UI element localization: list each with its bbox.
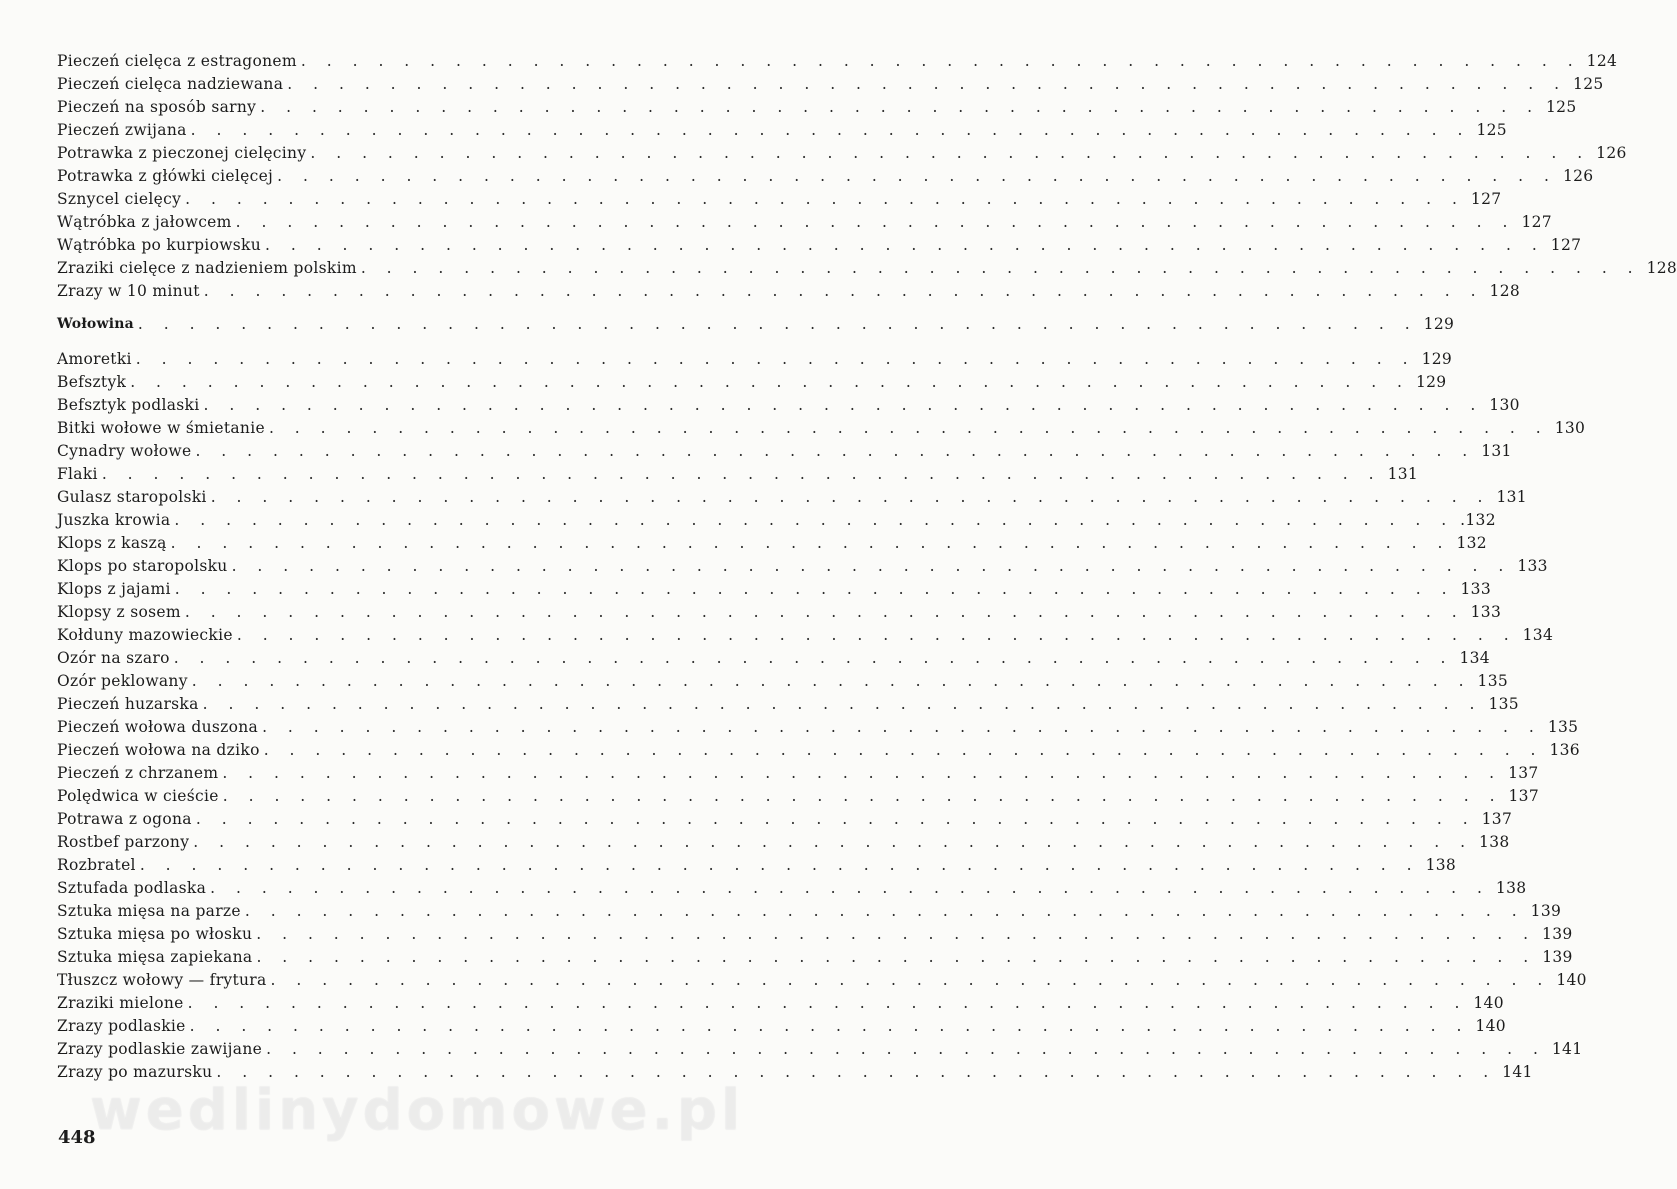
dot-leader: . . . . . . . . . . . . . . . . . . . . . . . . . . . . . . . . . . . . . . . . . . . . . . . . . . bbox=[222, 787, 1503, 805]
toc-entry bbox=[57, 785, 1540, 808]
toc-entry bbox=[57, 877, 1527, 900]
entry-list-top bbox=[57, 50, 1677, 303]
toc-entry bbox=[57, 532, 1487, 555]
dot-leader: . . . . . . . . . . . . . . . . . . . . . . . . . . . . . . . . . . . . . . . . . . . . . . . . . . bbox=[310, 144, 1591, 162]
entry-title: Rostbef parzony bbox=[57, 833, 190, 851]
dot-leader: . . . . . . . . . . . . . . . . . . . . . . . . . . . . . . . . . . . . . . . . . . . . . . . . . . bbox=[189, 1017, 1470, 1035]
entry-page: 138 bbox=[1495, 879, 1527, 897]
entry-title: Zrazy po mazursku bbox=[57, 1063, 213, 1081]
dot-leader: . . . . . . . . . . . . . . . . . . . . . . . . . . . . . . . . . . . . . . . . . . . . . . . . . . bbox=[174, 511, 1455, 529]
entry-title: Flaki bbox=[57, 465, 98, 483]
entry-title: Juszka krowia bbox=[57, 511, 171, 529]
toc-entry bbox=[57, 73, 1604, 96]
toc-entry bbox=[57, 142, 1627, 165]
entry-title: Amoretki bbox=[57, 350, 132, 368]
dot-leader: . . . . . . . . . . . . . . . . . . . . . . . . . . . . . . . . . . . . . . . . . . . . . . . . . . bbox=[268, 419, 1549, 437]
section-page: 129 bbox=[1423, 315, 1455, 333]
entry-page: 131 bbox=[1481, 442, 1512, 460]
dot-leader: . . . . . . . . . . . . . . . . . . . . . . . . . . . . . . . . . . . . . . . . . . . . . . . . . . bbox=[235, 213, 1516, 231]
toc-entry bbox=[57, 647, 1490, 670]
entry-page: 139 bbox=[1542, 925, 1573, 943]
entry-title: Sztuka mięsa zapiekana bbox=[57, 948, 253, 966]
entry-page: 140 bbox=[1475, 1017, 1506, 1035]
entry-title: Tłuszcz wołowy — frytura bbox=[57, 971, 267, 989]
entry-page: 127 bbox=[1550, 236, 1582, 254]
entry-page: 131 bbox=[1387, 465, 1419, 483]
toc-entry bbox=[57, 670, 1509, 693]
toc-entry bbox=[57, 394, 1520, 417]
entry-page: 139 bbox=[1530, 902, 1562, 920]
entry-page: 127 bbox=[1470, 190, 1502, 208]
toc-entry bbox=[57, 578, 1491, 601]
dot-leader: . . . . . . . . . . . . . . . . . . . . . . . . . . . . . . . . . . . . . . . . . . . . . . . . . . bbox=[231, 557, 1512, 575]
entry-page: .132 bbox=[1460, 511, 1496, 529]
entry-page: 129 bbox=[1415, 373, 1447, 391]
entry-title: Zrazy podlaskie bbox=[57, 1017, 186, 1035]
entry-page: 126 bbox=[1596, 144, 1627, 162]
toc-entry bbox=[57, 1038, 1583, 1061]
entry-title: Polędwica w cieście bbox=[57, 787, 219, 805]
page-number: 448 bbox=[58, 1127, 96, 1148]
entry-page: 133 bbox=[1470, 603, 1502, 621]
entry-page: 135 bbox=[1488, 695, 1519, 713]
dot-leader: . . . . . . . . . . . . . . . . . . . . . . . . . . . . . . . . . . . . . . . . . . . . . . . . . . bbox=[195, 810, 1476, 828]
toc-entry bbox=[57, 624, 1554, 647]
toc-entry bbox=[57, 923, 1573, 946]
toc-entry bbox=[57, 969, 1587, 992]
toc-entry bbox=[57, 486, 1527, 509]
toc-entry bbox=[57, 716, 1579, 739]
toc-entry bbox=[57, 1015, 1506, 1038]
entry-page: 130 bbox=[1554, 419, 1586, 437]
watermark: wedlinydomowe.pl bbox=[90, 1078, 745, 1143]
section-title: Wołowina bbox=[57, 316, 134, 332]
entry-title: Sztuka mięsa po włosku bbox=[57, 925, 253, 943]
entry-page: 140 bbox=[1556, 971, 1587, 989]
entry-page: 129 bbox=[1421, 350, 1453, 368]
entry-title: Wątróbka po kurpiowsku bbox=[57, 236, 261, 254]
toc-entry bbox=[57, 371, 1447, 394]
toc-entry bbox=[57, 509, 1496, 532]
toc-entry bbox=[57, 555, 1548, 578]
entry-title: Potrawa z ogona bbox=[57, 810, 192, 828]
toc-entry bbox=[57, 348, 1453, 371]
entry-list-bottom bbox=[57, 348, 1587, 1084]
toc-entry bbox=[57, 831, 1510, 854]
toc-entry bbox=[57, 417, 1586, 440]
toc-entry bbox=[57, 601, 1502, 624]
entry-page: 125 bbox=[1476, 121, 1507, 139]
dot-leader: . . . . . . . . . . . . . . . . . . . . . . . . . . . . . . . . . . . . . . . . . . . . . . . . . . bbox=[262, 718, 1542, 736]
entry-title: Zrazy w 10 minut bbox=[57, 282, 200, 300]
entry-title: Sznycel cielęcy bbox=[57, 190, 182, 208]
dot-leader: . . . . . . . . . . . . . . . . . . . . . . . . . . . . . . . . . . . . . . . . . . . . . . . . . . bbox=[187, 994, 1468, 1012]
dot-leader: . . . . . . . . . . . . . . . . . . . . . . . . . . . . . . . . . . . . . . . . . . . . . . . . . . bbox=[170, 534, 1451, 552]
entry-page: 133 bbox=[1460, 580, 1491, 598]
dot-leader: . . . . . . . . . . . . . . . . . . . . . . . . . . . . . . . . . . . . . . . . . . . . . . . . . . bbox=[287, 75, 1568, 93]
entry-title: Klopsy z sosem bbox=[57, 603, 181, 621]
entry-page: 134 bbox=[1459, 649, 1490, 667]
entry-title: Potrawka z główki cielęcej bbox=[57, 167, 274, 185]
entry-title: Klops z jajami bbox=[57, 580, 171, 598]
entry-title: Potrawka z pieczonej cielęciny bbox=[57, 144, 307, 162]
entry-page: 141 bbox=[1502, 1063, 1533, 1081]
entry-title: Pieczeń wołowa duszona bbox=[57, 718, 259, 736]
toc-entry bbox=[57, 119, 1507, 142]
entry-page: 140 bbox=[1473, 994, 1504, 1012]
entry-title: Sztufada podlaska bbox=[57, 879, 207, 897]
dot-leader: . . . . . . . . . . . . . . . . . . . . . . . . . . . . . . . . . . . . . . . . . . . . . . . . . . bbox=[191, 672, 1472, 690]
dot-leader: . . . . . . . . . . . . . . . . . . . . . . . . . . . . . . . . . . . . . . . . . . . . . . . . . . bbox=[266, 1040, 1546, 1058]
dot-leader: . . . . . . . . . . . . . . . . . . . . . . . . . . . . . . . . . . . . . . . . . . . . . . . . . . bbox=[203, 396, 1484, 414]
toc-entry bbox=[57, 50, 1618, 73]
entry-page: 132 bbox=[1456, 534, 1487, 552]
dot-leader: . . . . . . . . . . . . . . . . . . . . . . . . . . . . . . . . . . . . . . . . . . . . . . . . . . bbox=[222, 764, 1503, 782]
entry-title: Klops z kaszą bbox=[57, 534, 167, 552]
entry-title: Befsztyk bbox=[57, 373, 127, 391]
entry-title: Zraziki cielęce z nadzieniem polskim bbox=[57, 259, 357, 277]
entry-title: Pieczeń cielęca nadziewana bbox=[57, 75, 284, 93]
dot-leader: . . . . . . . . . . . . . . . . . . . . . . . . . . . . . . . . . . . . . . . . . . . . . . . . . . bbox=[360, 259, 1641, 277]
entry-page: 127 bbox=[1521, 213, 1552, 231]
dot-leader: . . . . . . . . . . . . . . . . . . . . . . . . . . . . . . . . . . . . . . . . . . . . . . . . . . bbox=[263, 741, 1544, 759]
dot-leader: . . . . . . . . . . . . . . . . . . . . . . . . . . . . . . . . . . . . . . . . . . . . . . . . . . bbox=[216, 1063, 1497, 1081]
dot-leader: . . . . . . . . . . . . . . . . . . . . . . . . . . . . . . . . . . . . . . . . . . . . . . . . . . bbox=[190, 121, 1471, 139]
dot-leader: . . . . . . . . . . . . . . . . . . . . . . . . . . . . . . . . . . . . . . . . . . . . . . . . . . bbox=[210, 488, 1491, 506]
dot-leader: . . . . . . . . . . . . . . . . . . . . . . . . . . . . . . . . . . . . . . . . . . . . . . . . . . bbox=[195, 442, 1476, 460]
entry-title: Pieczeń wołowa na dziko bbox=[57, 741, 260, 759]
entry-page: 125 bbox=[1546, 98, 1577, 116]
entry-title: Sztuka mięsa na parze bbox=[57, 902, 241, 920]
dot-leader: . . . . . . . . . . . . . . . . . . . . . . . . . . . . . . . . . . . . . . . . . . . . . . . . . . bbox=[256, 948, 1537, 966]
entry-title: Gulasz staropolski bbox=[57, 488, 207, 506]
toc-entry bbox=[57, 946, 1573, 969]
toc-entry bbox=[57, 188, 1502, 211]
toc-entry bbox=[57, 739, 1580, 762]
toc-entry bbox=[57, 211, 1552, 234]
entry-page: 133 bbox=[1517, 557, 1548, 575]
entry-title: Bitki wołowe w śmietanie bbox=[57, 419, 265, 437]
dot-leader: . . . . . . . . . . . . . . . . . . . . . . . . . . . . . . . . . . . . . . . . . . . . . . . . . . bbox=[184, 603, 1465, 621]
entry-title: Pieczeń zwijana bbox=[57, 121, 187, 139]
entry-title: Wątróbka z jałowcem bbox=[57, 213, 232, 231]
entry-page: 138 bbox=[1479, 833, 1510, 851]
dot-leader: . . . . . . . . . . . . . . . . . . . . . . . . . . . . . . . . . . . . . . . . . . . . . . . . . . bbox=[210, 879, 1490, 897]
entry-page: 137 bbox=[1481, 810, 1513, 828]
dot-leader: . . . . . . . . . . . . . . . . . . . . . . . . . . . . . . . . . . . . . . . . . . . . . . . . . . bbox=[236, 626, 1517, 644]
entry-page: 135 bbox=[1547, 718, 1579, 736]
dot-leader: . . . . . . . . . . . . . . . . . . . . . . . . . . . . . . . . . . . . . . . . . . . . . . . . . . bbox=[300, 52, 1581, 70]
entry-page: 126 bbox=[1562, 167, 1594, 185]
dot-leader: . . . . . . . . . . . . . . . . . . . . . . . . . . . . . . . . . . . . . . . . . . . . . . . . . . bbox=[173, 649, 1454, 667]
entry-page: 135 bbox=[1477, 672, 1509, 690]
entry-page: 141 bbox=[1551, 1040, 1583, 1058]
dot-leader: . . . . . . . . . . . . . . . . . . . . . . . . . . . . . . . . . . . . . . . . . . . . . . . . . . bbox=[130, 373, 1410, 391]
entry-title: Ozór na szaro bbox=[57, 649, 170, 667]
entry-page: 128 bbox=[1646, 259, 1677, 277]
entry-page: 136 bbox=[1549, 741, 1580, 759]
dot-leader: . . . . . . . . . . . . . . . . . . . . . . . . . . . . . . . . . . . . . . . . . . . . . . . . . . bbox=[265, 236, 1545, 254]
entry-page: 124 bbox=[1586, 52, 1618, 70]
entry-title: Pieczeń na sposób sarny bbox=[57, 98, 257, 116]
entry-page: 131 bbox=[1496, 488, 1527, 506]
entry-title: Zraziki mielone bbox=[57, 994, 184, 1012]
toc-entry bbox=[57, 257, 1677, 280]
dot-leader: . . . . . . . . . . . . . . . . . . . . . . . . . . . . . . . . . . . . . . . . . . . . . . . . . . bbox=[244, 902, 1525, 920]
entry-title: Ozór peklowany bbox=[57, 672, 188, 690]
entry-page: 138 bbox=[1425, 856, 1457, 874]
dot-leader: . . . . . . . . . . . . . . . . . . . . . . . . . . . . . . . . . . . . . . . . . . . . . . . . . . bbox=[185, 190, 1465, 208]
entry-title: Klops po staropolsku bbox=[57, 557, 228, 575]
dot-leader: . . . . . . . . . . . . . . . . . . . . . . . . . . . . . . . . . . . . . . . . . . . . . . . . . . bbox=[174, 580, 1455, 598]
entry-title: Kołduny mazowieckie bbox=[57, 626, 233, 644]
toc-entry bbox=[57, 463, 1419, 486]
toc-entry bbox=[57, 992, 1504, 1015]
toc-entry bbox=[57, 165, 1594, 188]
toc-entry bbox=[57, 808, 1513, 831]
toc-entry bbox=[57, 762, 1539, 785]
dot-leader: . . . . . . . . . . . . . . . . . . . . . . . . . . . . . . . . . . . . . . . . . . . . . . . . . . bbox=[277, 167, 1557, 185]
entry-page: 130 bbox=[1489, 396, 1520, 414]
entry-page: 125 bbox=[1573, 75, 1604, 93]
toc-entry bbox=[57, 693, 1519, 716]
toc-entry bbox=[57, 440, 1512, 463]
dot-leader: . . . . . . . . . . . . . . . . . . . . . . . . . . . . . . . . . . . . . . . . . . . . . . . . . . bbox=[203, 282, 1484, 300]
dot-leader: . . . . . . . . . . . . . . . . . . . . . . . . . . . . . . . . . . . . . . . . . . . . . . . . . . bbox=[135, 350, 1416, 368]
toc-entry bbox=[57, 280, 1521, 303]
toc-entry bbox=[57, 900, 1562, 923]
entry-title: Cynadry wołowe bbox=[57, 442, 192, 460]
entry-title: Pieczeń cielęca z estragonem bbox=[57, 52, 297, 70]
entry-title: Pieczeń huzarska bbox=[57, 695, 199, 713]
entry-title: Befsztyk podlaski bbox=[57, 396, 200, 414]
toc-entry bbox=[57, 234, 1582, 257]
dot-leader: . . . . . . . . . . . . . . . . . . . . . . . . . . . . . . . . . . . . . . . . . . . . . . . . . . bbox=[193, 833, 1474, 851]
entry-page: 128 bbox=[1489, 282, 1521, 300]
toc-entry bbox=[57, 854, 1457, 877]
dot-leader: . . . . . . . . . . . . . . . . . . . . . . . . . . . . . . . . . . . . . . . . . . . . . . . . . . bbox=[260, 98, 1541, 116]
entry-page: 137 bbox=[1508, 787, 1540, 805]
dot-leader: . . . . . . . . . . . . . . . . . . . . . . . . . . . . . . . . . . . . . . . . . . . . . . . . . . bbox=[101, 465, 1382, 483]
entry-title: Zrazy podlaskie zawijane bbox=[57, 1040, 263, 1058]
dot-leader: . . . . . . . . . . . . . . . . . . . . . . . . . . . . . . . . . . . . . . . . . . . . . . . . . . bbox=[137, 315, 1418, 333]
section-heading bbox=[57, 313, 1455, 336]
dot-leader: . . . . . . . . . . . . . . . . . . . . . . . . . . . . . . . . . . . . . . . . . . . . . . . . . . bbox=[139, 856, 1420, 874]
entry-page: 134 bbox=[1522, 626, 1554, 644]
dot-leader: . . . . . . . . . . . . . . . . . . . . . . . . . . . . . . . . . . . . . . . . . . . . . . . . . . bbox=[270, 971, 1551, 989]
dot-leader: . . . . . . . . . . . . . . . . . . . . . . . . . . . . . . . . . . . . . . . . . . . . . . . . . . bbox=[256, 925, 1537, 943]
dot-leader: . . . . . . . . . . . . . . . . . . . . . . . . . . . . . . . . . . . . . . . . . . . . . . . . . . bbox=[202, 695, 1483, 713]
entry-page: 137 bbox=[1508, 764, 1539, 782]
table-of-contents bbox=[57, 50, 1677, 1084]
entry-title: Rozbratel bbox=[57, 856, 136, 874]
toc-entry bbox=[57, 96, 1577, 119]
entry-title: Pieczeń z chrzanem bbox=[57, 764, 219, 782]
entry-page: 139 bbox=[1542, 948, 1573, 966]
